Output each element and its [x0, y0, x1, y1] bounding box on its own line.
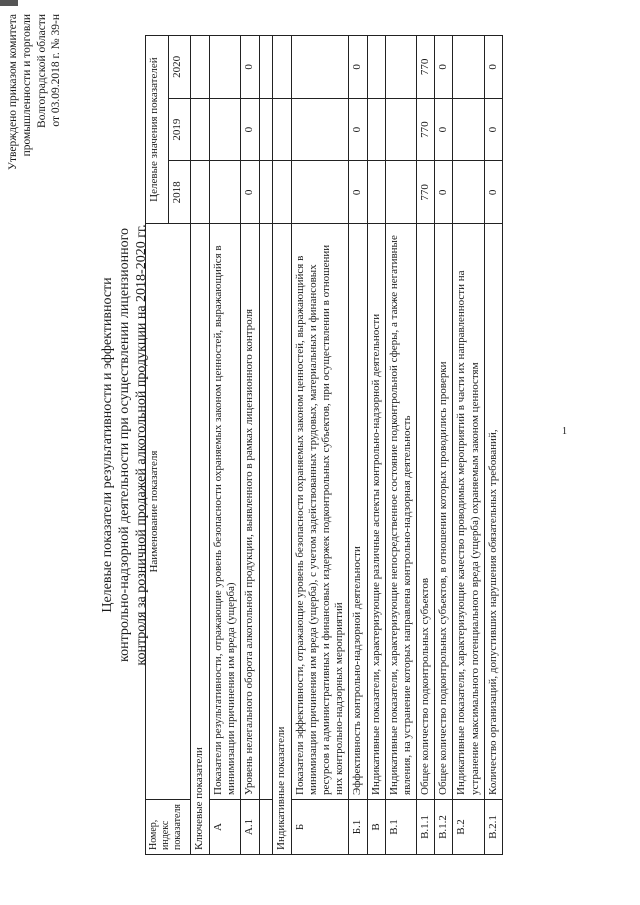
value-2019: 0	[241, 98, 259, 161]
value-2018	[210, 161, 241, 224]
section-indicative-label: Индикативные показатели	[272, 224, 291, 855]
approval-line-4: от 03.09.2018 г. № 39-н	[50, 14, 63, 127]
row-number: А	[210, 799, 241, 854]
table-row	[291, 36, 349, 855]
value-2018: 0	[349, 161, 367, 224]
row-number: В.1.2	[435, 799, 453, 854]
approval-line-3: Волгоградской области	[35, 14, 48, 128]
row-name: Общее количество подконтрольных субъектов, в отношении которых проводились проверки	[435, 224, 453, 800]
table-row	[385, 36, 416, 855]
approval-line-2: промышленности и торговли	[21, 14, 34, 157]
value-2020: 0	[241, 36, 259, 99]
value-2018	[291, 161, 349, 224]
value-2020: 0	[484, 36, 502, 99]
value-2020	[453, 36, 484, 99]
indicators-table	[145, 35, 503, 855]
row-name: Уровень нелегального оборота алкогольной продукции, выявленного в рамках лицензионного контроля	[241, 224, 259, 800]
row-name: Количество организаций, допустивших нарушения обязательных требований,	[484, 224, 502, 800]
section-key-label: Ключевые показатели	[191, 224, 210, 855]
value-2018	[367, 161, 385, 224]
table-row	[241, 36, 259, 855]
value-2019: 770	[417, 98, 435, 161]
value-2019: 0	[349, 98, 367, 161]
document-title	[100, 145, 150, 745]
row-name: Индикативные показатели, характеризующие различные аспекты контрольно-надзорной деятельности	[367, 224, 385, 800]
table-row	[417, 36, 435, 855]
value-2019	[367, 98, 385, 161]
value-2019	[453, 98, 484, 161]
value-2020	[385, 36, 416, 99]
value-2019	[385, 98, 416, 161]
value-2020: 0	[435, 36, 453, 99]
value-2020: 0	[349, 36, 367, 99]
section-row-key	[191, 36, 210, 855]
row-name: Общее количество подконтрольных субъектов	[417, 224, 435, 800]
table-row	[453, 36, 484, 855]
header-targets: Целевые значения показателей	[146, 36, 169, 224]
title-line-2: контрольно-надзорной деятельности при осуществлении лицензионного	[116, 228, 132, 663]
table-row	[210, 36, 241, 855]
value-2018	[453, 161, 484, 224]
title-line-1: Целевые показатели результативности и эффективности	[100, 277, 115, 613]
value-2018	[385, 161, 416, 224]
value-2019: 0	[435, 98, 453, 161]
value-2018: 0	[484, 161, 502, 224]
header-year-2020: 2020	[168, 36, 191, 99]
header-number: Номер, индекс показателя	[146, 799, 191, 854]
table-row	[484, 36, 502, 855]
table-row	[435, 36, 453, 855]
header-year-2018: 2018	[168, 161, 191, 224]
value-2019	[210, 98, 241, 161]
value-2019	[291, 98, 349, 161]
row-name: Индикативные показатели, характеризующие качество проводимых мероприятий в части их направленности на устранение максимального потенциального вреда (ущерба) охраняемым законом ценностям	[453, 224, 484, 800]
section-row-indicative	[272, 36, 291, 855]
row-number: В.2	[453, 799, 484, 854]
value-2020	[291, 36, 349, 99]
approval-line-1: Утверждено приказом комитета	[7, 14, 19, 171]
row-name: Индикативные показатели, характеризующие непосредственное состояние подконтрольной сферы, а также негативные явления, на устранение которых направлена контрольно-надзорная деятельность	[385, 224, 416, 800]
value-2020: 770	[417, 36, 435, 99]
row-number: Б	[291, 799, 349, 854]
table-row	[349, 36, 367, 855]
row-name: Эффективность контрольно-надзорной деятельности	[349, 224, 367, 800]
row-name: Показатели эффективности, отражающие уровень безопасности охраняемых законом ценностей, выражающийся в минимизации причинения им вреда (ущерба), с учетом задействованных трудовых, материальных и финансовых ресурсов и административных и финансовых издержек подконтрольных субъектов, при осуществлении в отношении них контрольно-надзорных мероприятий	[291, 224, 349, 800]
row-name: Показатели результативности, отражающие уровень безопасности охраняемых законом ценностей, выражающийся в минимизации причинения им вреда (ущерба)	[210, 224, 241, 800]
title-line-3: контроля за розничной продажей алкогольной продукции на 2018-2020 гг.	[133, 224, 149, 666]
value-2018: 0	[435, 161, 453, 224]
value-2018: 0	[241, 161, 259, 224]
row-number: А.1	[241, 799, 259, 854]
table-header-row	[146, 36, 169, 855]
table-row	[367, 36, 385, 855]
header-year-2019: 2019	[168, 98, 191, 161]
row-number: В.1.1	[417, 799, 435, 854]
value-2018: 770	[417, 161, 435, 224]
value-2019: 0	[484, 98, 502, 161]
value-2020	[210, 36, 241, 99]
row-number: Б.1	[349, 799, 367, 854]
header-name: Наименование показателя	[146, 224, 191, 800]
row-number: В.2.1	[484, 799, 502, 854]
row-number: В	[367, 799, 385, 854]
row-number: В.1	[385, 799, 416, 854]
page-number: 1	[562, 426, 567, 437]
spacer-row	[259, 36, 272, 855]
value-2020	[367, 36, 385, 99]
approval-stamp	[6, 14, 64, 334]
